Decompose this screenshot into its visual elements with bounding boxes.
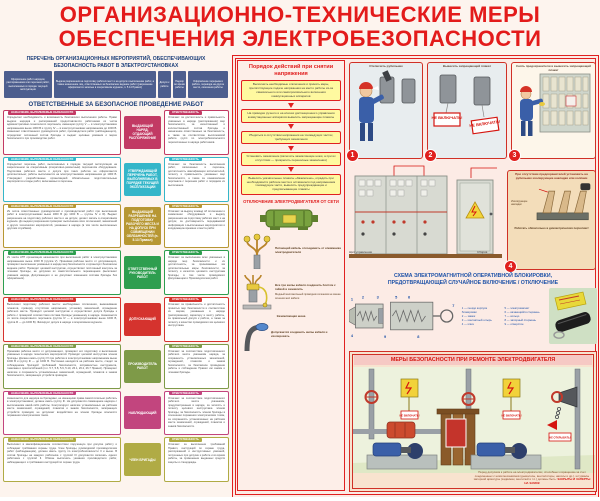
legend-item: 1 — гнездо корпуса блокировки: [461, 305, 488, 314]
page-title-line2: ОБЕСПЕЧЕНИЯ ЭЛЕКТРОБЕЗОПАСНОСТИ: [58, 25, 542, 51]
callout-4: 4: [350, 333, 353, 339]
duties-header: НАЗНАЧЕНИЕ, ВЫПОЛНЯЕМЫЕ ОБЯЗАННОСТИ: [8, 298, 76, 302]
legend-item: 6 — качающийся стержень: [504, 309, 540, 314]
duties-text: Выполняет в квалификационном соответствии порученную при допуске работу и соблюдает требования охраны труда. Член бригады, руководимой производителем работ (наблюдающим), должен иметь группу по электробезопасности II и выше. В состав бригады на каждого работника с группой III допускается включать одного работника с группой II. Обязан выполнять указания производителя работ, наблюдающего и требования инструкций по охране труда.: [7, 443, 117, 464]
step-2: На приводах ручного и на ключах дистанционного управления коммутационных аппаратов вывесить запрещающие плакаты: [241, 109, 341, 123]
responsibility-header: ОТВЕТСТВЕННОСТЬ: [169, 344, 202, 348]
duties-header: НАЗНАЧЕНИЕ, ВЫПОЛНЯЕМЫЕ ОБЯЗАННОСТИ: [8, 251, 76, 255]
role-badge: ДОПУСКАЮЩИЙ: [124, 303, 161, 336]
cores-bolt-row: [241, 271, 341, 313]
responsibility-text: Отвечает за достаточность и правильность указанных в наряде (распоряжении) мер безопасности, за качественный и количественный состав бригады и назначение ответственных за безопасность, а также за соответствие выполняемой работе групп по электробезопасности перечисленных в наряде работников.: [168, 116, 225, 144]
role-row: [3, 437, 229, 482]
panel2-caption: Вывесить запрещающий плакат: [442, 64, 492, 68]
not-switch-on-tag: НЕ ВКЛЮЧАТЬ!: [501, 414, 522, 418]
ground-bus-caption: Заземляющая шина: [276, 313, 306, 318]
cable-cores-icon: [241, 233, 273, 269]
legend-item: 9 — отверстие: [504, 322, 524, 327]
cable-detach-caption: Питающий кабель отсоединить от клеммника электродвигателя: [275, 246, 341, 254]
panel4-caption: При отсутствии предохранителей установить на рубильник изолирующие накладки или колпаки: [515, 172, 588, 180]
role-badge: ПРОИЗВОДИТЕЛЬ РАБОТ: [124, 350, 161, 383]
callout-7: 7: [452, 302, 455, 308]
arrow-down-icon: [288, 167, 294, 172]
measure-item: Оформление работ нарядом, распоряжением или перечнем работ, выполняемых в порядке текущей эксплуатации: [4, 71, 52, 98]
bolt-ground-captions: [275, 284, 341, 299]
duties-header: НАЗНАЧЕНИЕ, ВЫПОЛНЯЕМЫЕ ОБЯЗАННОСТИ: [8, 438, 76, 442]
roles-list: [2, 110, 230, 482]
panel-remove-fuses: [511, 62, 596, 159]
responsibility-text: Отвечает за безопасность выполнения работ, включенных в перечень, достаточность квалификации исполнителей, полноту и правильность указанных мер безопасности, а также за ознакомление персонала с перечнем работ и порядком их выполнения.: [168, 162, 225, 187]
duties-header: НАЗНАЧЕНИЕ, ВЫПОЛНЯЕМЫЕ ОБЯЗАННОСТИ: [8, 111, 76, 115]
insulating-pads-label: Изолирующие накладки: [511, 200, 528, 207]
callout-2: 2: [361, 294, 365, 300]
callout-6: 6: [407, 294, 411, 300]
duties-text: Из числа АТП организации назначается при выполнении работ в электроустановках напряжением выше 1000 В (группа V). Принимая рабочее место от допускающего, проверяет выполнение указанных в наряде мер безопасности и организует безопасное ведение работ. Проводит целевой инструктаж, осуществляет постоянный контроль за членами бригады, не допуская их самостоятельного перемещения (выполняет указания наряда, Допускающего и не допускает изменения состава бригады без оформления).: [7, 256, 117, 281]
callout-1: 1: [350, 296, 353, 302]
duties-header: НАЗНАЧЕНИЕ, ВЫПОЛНЯЕМЫЕ ОБЯЗАННОСТИ: [8, 157, 76, 161]
page-bottom-margin: [0, 497, 600, 501]
measures-header: ПЕРЕЧЕНЬ ОРГАНИЗАЦИОННЫХ МЕРОПРИЯТИЙ, ОБЕСПЕЧИВАЮЩИХ БЕЗОПАСНОСТЬ РАБОТ В ЭЛЕКТРОУСТАНОВКАХ: [26, 56, 206, 69]
lock-with-tag-icon: [549, 288, 597, 344]
legend-item: 4 — ключ: [461, 322, 475, 327]
measure-item: Надзор во время работы: [173, 71, 186, 98]
cable-detach-row: [241, 233, 341, 269]
role-badge: ВЫДАЮЩИЙ НАРЯД, ОТДАЮЩИЙ РАСПОРЯЖЕНИЕ: [124, 116, 161, 149]
measures-row: [2, 70, 230, 99]
not-switch-on-tag: НЕ ВКЛЮЧАТЬ!: [399, 414, 420, 418]
page-title-line1: ОРГАНИЗАЦИОННО-ТЕХНИЧЕСКИЕ МЕРЫ: [59, 2, 541, 27]
arrow-down-icon: [288, 103, 294, 108]
left-column: [2, 55, 230, 497]
legend-item: 5 — электромагнит: [504, 305, 530, 310]
blocking-legend-col1: [462, 306, 501, 327]
placard-illustration: [428, 69, 506, 141]
callout-5: 5: [395, 294, 398, 300]
duties-text: Из числа ответственных руководителей и производителей работ при выполнении работ в электроустановках выше 1000 В (до 1000 В — группы IV и III). Выдает разрешение на подготовку рабочего места и на допуск, делает запись в оперативном журнале. До выдачи разрешения проверяет выполнение всех отключений, заземлений и других технических мероприятий, указанных в наряде (в том числе выполненных другими службами).: [7, 209, 117, 230]
copper-conductor-caption: Медный многожильный проводник сечением не менее сечения жил кабеля: [275, 293, 341, 300]
responsibility-header: ОТВЕТСТВЕННОСТЬ: [169, 157, 202, 161]
responsibility-header: ОТВЕТСТВЕННОСТЬ: [169, 204, 202, 208]
panel4-gloves-note: Работать обязательно в диэлектрических перчатках!: [514, 226, 589, 231]
repair-illustration: [353, 367, 595, 473]
duties-text: Определяет необходимость и возможность безопасного выполнения работы. Право выдачи нарядов и распоряжений предоставляется работникам из числа административно-технического персонала, имеющим группу V — в электроустановках напряжением выше 1000 В и группу IV — в электроустановках напряжением до 1000 В. Назначает ответственного руководителя работ, производителя работ (наблюдающего), определяет численный состав бригады и выдает целевые указания о мерах безопасности при производстве работ.: [7, 116, 117, 140]
responsibility-header: ОТВЕТСТВЕННОСТЬ: [169, 298, 202, 302]
cabinets-illustration: [349, 164, 502, 270]
role-row: [3, 110, 229, 155]
not-switch-on-tag: НЕ ВКЛЮЧАТЬ!: [431, 114, 463, 120]
role-row: [3, 250, 229, 295]
responsibility-text: Отвечает за соответствие подготовленного рабочего места указаниям наряда, за сохранность установленных заземлений, ограждений, плакатов и знаков безопасности, за безопасное проведение работы и соблюдение Правил им самим и членами бригады.: [168, 349, 225, 374]
insulated-cable-icon: [241, 319, 269, 351]
role-row: [3, 297, 229, 342]
blocking-title-line2: ПРЕДОТВРАЩАЮЩЕЙ СЛУЧАЙНОЕ ВКЛЮЧЕНИЕ / ОТКЛЮЧЕНИЕ: [387, 279, 559, 286]
assembly-label: Сборка: [477, 250, 488, 254]
measure-item: Выдача разрешения на подготовку рабочих мест и на допуск к выполнению работ, а также назначение лиц, ответственных за безопасное ведение работ (разрешение оформляется записью в оперативном журнале, п. 5.14 Правил): [54, 71, 156, 98]
duties-text: Назначается для надзора за бригадами, не имеющими права самостоятельно работать в электроустановках; должен иметь группу III. Не допускается совмещение надзора с выполнением какой-либо работы. Контролирует наличие установленных на рабочем месте заземлений, ограждений, плакатов и знаков безопасности, запирающих устройств приводов; не допускает воздействия на членов бригады опасности поражения электрическим током.: [7, 396, 117, 417]
callout-8: 8: [417, 334, 420, 340]
panel1-number-badge: 1: [346, 149, 359, 162]
motor-disconnect-title: ОТКЛЮЧЕНИЕ ЭЛЕКТРОДВИГАТЕЛЯ ОТ СЕТИ: [243, 198, 339, 204]
repair-note: [473, 471, 591, 486]
cores-bolt-caption: Все три жилы кабеля соединить болтом с гайкой и заземлить: [275, 283, 336, 291]
panel1-caption: Отключить рубильник: [369, 64, 403, 68]
measure-item: Допуск к работе: [158, 71, 171, 98]
role-badge: ОТВЕТСТВЕННЫЙ РУКОВОДИТЕЛЬ РАБОТ: [124, 256, 161, 289]
responsibility-text: Отвечает за выполнение требований Правил, инструкций по охране труда, распоряжений и инструктивных указаний, полученных при допуске к работе и во время работы, за применение выданных средств защиты и спецодежды.: [168, 443, 225, 464]
role-row: [3, 344, 229, 389]
control-panel-label: Щит управления: [349, 250, 373, 254]
fuse-cabinet-illustration: [512, 72, 595, 138]
blocking-lock-photo: [549, 288, 597, 344]
repair-title: МЕРЫ БЕЗОПАСНОСТИ ПРИ РЕМОНТЕ ЭЛЕКТРОДВИГАТЕЛЯ: [354, 355, 592, 365]
duties-header: НАЗНАЧЕНИЕ, ВЫПОЛНЯЕМЫЕ ОБЯЗАННОСТИ: [8, 344, 76, 348]
blocking-lock-diagram: [349, 290, 458, 342]
step-3: Убедиться в отсутствии напряжения на токоведущих частях, требующих заземления: [241, 131, 341, 145]
responsibility-text: Отвечает за правильность и достаточность принятых мер безопасности и соответствие их мерам, указанным в наряде (распоряжении), характеру и месту работы, за правильный допуск к работе, а также за полноту и качество проводимого им целевого инструктажа.: [168, 303, 225, 327]
responsibility-text: Отвечает за соответствие подготовленного рабочего места указаниям, предусмотренным в наряде, за четкость и полноту целевого инструктажа членов бригады, за безопасность членов бригады в отношении поражения электрическим током, за сохранность установленных на рабочем месте заземлений, ограждений, плакатов и знаков безопасности.: [168, 396, 225, 428]
not-switch-on-tag: НЕ ВКЛЮЧАТЬ!: [469, 118, 501, 128]
callout-3: 3: [376, 294, 379, 300]
motor-repair-section: [349, 351, 597, 492]
measure-item: Оформление перерыва в работе, перевода на другое место, окончания работы: [188, 71, 228, 98]
responsibility-text: Отвечает за выдачу команд об отключении и заземлении оборудования и выдачу разрешения на подготовку рабочих мест и на допуск, за достоверность передаваемой информации о выполненных мероприятиях и координацию времени и места работ.: [168, 209, 225, 230]
callout-9: 9: [384, 334, 387, 340]
role-badge: УТВЕРЖДАЮЩИЙ ПЕРЕЧЕНЬ РАБОТ, ВЫПОЛНЯЕМЫХ В ПОРЯДКЕ ТЕКУЩЕЙ ЭКСПЛУАТАЦИИ: [124, 163, 161, 196]
legend-item: 7 — кольцо: [504, 313, 520, 318]
duties-text: Принимая рабочее место от допускающего, проверяет его подготовку и выполнение указанных в наряде технических мероприятий. Проводит целевой инструктаж членов бригады. Должен иметь группу IV при работах в электроустановках напряжением выше 1000 В и группу III — до 1000 В. Постоянно находится на рабочем месте, следит за соблюдением бригадой требований безопасности, исправностью инструмента, такелажа и приспособлений (п.п. 5.7, 5.8, 5.9, 5.10, 26.1, 26.2, 26.7 Правил). Проверяет наличие и сохранность установленных заземлений, ограждений, плакатов и знаков безопасности, запирающих устройств приводов.: [7, 349, 117, 378]
panel-hang-placard: [427, 62, 507, 159]
step-1: Выполнить необходимые отключения и принять меры, препятствующие подаче напряжения на место работы из-за самовольного или самопроизвольного включения коммутационных аппаратов: [241, 80, 341, 101]
responsibility-text: Отвечает за выполнение всех указанных в наряде мер безопасности и их достаточность, за принимаемые им дополнительные меры безопасности, за полноту и качество целевого инструктажа бригады, в том числе проводимого Допускающим и Производителем работ.: [168, 256, 225, 281]
role-row: [3, 391, 229, 436]
duties-text: Определяет перечень работ, выполняемых в порядке текущей эксплуатации на закрепленном за оперативным (оперативно-ремонтным) персоналом оборудовании. Подготовка рабочего места и допуск при таких работах не оформляются дополнительно; работы выполняются на электроустановках напряжением до 1000 В. Утверждает разработанные организацией обязательные подготовительные мероприятия и виды работ, включаемых в перечень.: [7, 162, 117, 184]
electric-motor-icon: [258, 207, 324, 231]
legend-item: 2 — замок: [461, 313, 476, 318]
role-row: [3, 204, 229, 249]
duties-header: НАЗНАЧЕНИЕ, ВЫПОЛНЯЕМЫЕ ОБЯЗАННОСТИ: [8, 391, 76, 395]
arrow-down-icon: [288, 124, 294, 129]
bolt-ground-icon: [241, 271, 273, 313]
page-title: [0, 3, 600, 51]
responsibility-header: ОТВЕТСТВЕННОСТЬ: [169, 251, 202, 255]
not-open-tag: НЕ ОТКРЫВАТЬ!: [549, 436, 571, 440]
role-badge: НАБЛЮДАЮЩИЙ: [124, 396, 161, 429]
legend-item: 8 — запорный стержень: [504, 318, 536, 323]
responsibility-header: ОТВЕТСТВЕННОСТЬ: [169, 111, 202, 115]
switch-off-illustration: [350, 69, 422, 143]
insulating-pads-icon: [535, 181, 592, 225]
panel-insulating-pads: [507, 170, 596, 270]
arrow-down-icon: [288, 146, 294, 151]
panel2-number-badge: 2: [424, 149, 437, 162]
panel3-caption: Снять предохранители и вывесить запрещающий плакат: [515, 64, 592, 72]
voltage-removal-title: Порядок действий при снятии напряжения: [248, 64, 334, 77]
blocking-title-line1: СХЕМА ЭЛЕКТРОМАГНИТНОЙ ОПЕРАТИВНОЙ БЛОКИРОВКИ,: [393, 273, 553, 279]
repair-note-strong: ЗАКРЫТЫ И ЗАПЕРТЫ НА ЗАМОК: [524, 477, 591, 486]
voltage-removal-column: [237, 60, 345, 491]
repair-note-text: Перед допуском к работе на электродвигателях, способных к вращению за счет соединенных с ними механизмов (дымососы, вентиляторы, насосы и др.), штурвалы запорной арматуры (задвижек, вентилей и т.п.) должны быть:: [473, 469, 590, 482]
panel3-number-badge: 3: [508, 149, 521, 162]
duties-header: НАЗНАЧЕНИЕ, ВЫПОЛНЯЕМЫЕ ОБЯЗАННОСТИ: [8, 204, 76, 208]
insulated-cable-caption: Допускается соединить жилы кабеля и изолировать: [271, 330, 328, 338]
blocking-legend-col2: [504, 306, 545, 327]
duties-text: Выполняет подготовку рабочего места: необходимые отключения, вывешивание плакатов, проверку отсутствия напряжения, установку заземлений, ограждение рабочего места. Проводит целевой инструктаж и осуществляет допуск бригады к работе с проверкой соответствия состава бригады указанному в наряде. Назначается из числа оперативного персонала (группа IV — в электроустановках выше 1000 В, группа III — до 1000 В). Фиксирует допуск в наряде и оперативном журнале.: [7, 303, 117, 324]
role-badge: ВЫДАЮЩИЙ РАЗРЕШЕНИЕ НА ПОДГОТОВКУ РАБОЧЕГО МЕСТА И НА ДОПУСК ПРИ СОВМЕЩЕНИИ ОБЯЗАННОСТЕЙ (п. 5.13 Правил): [124, 207, 161, 245]
role-row: [3, 157, 229, 202]
responsibility-header: ОТВЕТСТВЕННОСТЬ: [169, 438, 202, 442]
step-4: Установить заземление (включить заземляющие ножи, а при их отсутствии — прикрепить переносные заземления): [241, 152, 341, 166]
panel-switch-off: [349, 62, 423, 159]
step-5: Вывесить указательные плакаты «Заземлено», оградить при необходимости рабочие места и оставшиеся под напряжением токоведущие части, вывесить предупреждающие и предписывающие плакаты: [241, 174, 341, 195]
control-cabinets-drawing: [349, 164, 502, 260]
insulated-cable-row: [241, 319, 341, 351]
responsibility-header: ОТВЕТСТВЕННОСТЬ: [169, 391, 202, 395]
legend-item: 3 — контактный штырь: [461, 318, 492, 323]
responsibles-title: ОТВЕТСТВЕННЫЕ ЗА БЕЗОПАСНОЕ ПРОВЕДЕНИЕ РАБОТ: [28, 102, 204, 108]
blocking-scheme-section: [349, 273, 597, 348]
motor-illustration-row: [241, 207, 341, 231]
role-badge: ЧЛЕН БРИГАДЫ: [124, 443, 161, 476]
panel4-number-badge: 4: [504, 260, 517, 273]
